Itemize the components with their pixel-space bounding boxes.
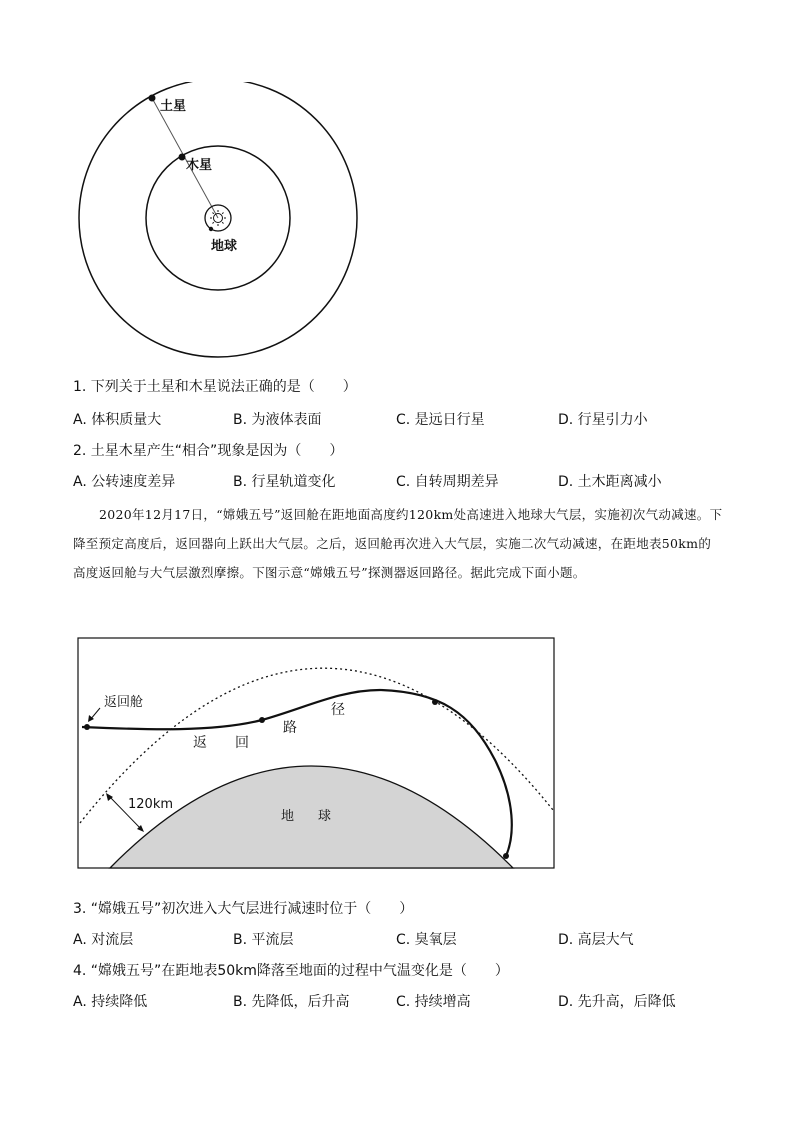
path-point-3: [503, 853, 509, 859]
saturn-dot: [149, 95, 156, 102]
path-char-3: 路: [283, 720, 297, 736]
q1-option-d[interactable]: D. 行星引力小: [558, 412, 648, 428]
earth-dot: [209, 227, 213, 231]
saturn-label: 土星: [160, 99, 187, 114]
capsule-label: 返回舱: [104, 695, 144, 710]
q4-stem: 4. “嫦娥五号”在距地表50km降落至地面的过程中气温变化是（ ）: [73, 963, 509, 979]
earth-label: 地球: [211, 239, 238, 254]
q2-option-c[interactable]: C. 自转周期差异: [396, 474, 499, 490]
reading-passage: [73, 500, 723, 587]
path-char-1: 返: [193, 735, 207, 751]
q2-option-d[interactable]: D. 土木距离减小: [558, 474, 662, 490]
earth-char-2: 球: [318, 809, 332, 824]
passage-text: 2020年12月17日，“嫦娥五号”返回舱在距地面高度约120km处高速进入地球大气层，实施初次气动减速。下降至预定高度后，返回器向上跃出大气层。之后，返回舱再次进入大气层，实施二次气动减速，在距地表50km的高度返回舱与大气层激烈摩擦。下图示意“嫦娥五号”探测器返回路径。据此完成下面小题。: [73, 507, 723, 580]
earth-char-1: 地: [281, 809, 295, 824]
path-point-2: [432, 699, 438, 705]
q3-option-c[interactable]: C. 臭氧层: [396, 932, 457, 948]
q4-option-b[interactable]: B. 先降低，后升高: [233, 994, 350, 1010]
q3-option-d[interactable]: D. 高层大气: [558, 932, 634, 948]
q2-option-b[interactable]: B. 行星轨道变化: [233, 474, 336, 490]
saturn-orbit: [79, 82, 357, 357]
path-char-2: 回: [235, 735, 249, 751]
q4-option-d[interactable]: D. 先升高，后降低: [558, 994, 676, 1010]
q3-option-b[interactable]: B. 平流层: [233, 932, 294, 948]
q2-stem: 2. 土星木星产生“相合”现象是因为（ ）: [73, 443, 344, 459]
q1-option-c[interactable]: C. 是远日行星: [396, 412, 485, 428]
jupiter-dot: [179, 154, 186, 161]
q4-option-c[interactable]: C. 持续增高: [396, 994, 471, 1010]
q3-option-a[interactable]: A. 对流层: [73, 932, 134, 948]
planet-conjunction-diagram: [58, 82, 368, 372]
capsule-dot: [84, 724, 90, 730]
altitude-label: 120km: [128, 797, 174, 812]
q1-option-b[interactable]: B. 为液体表面: [233, 412, 322, 428]
path-point-1: [259, 717, 265, 723]
q3-stem: 3. “嫦娥五号”初次进入大气层进行减速时位于（ ）: [73, 901, 414, 917]
q4-option-a[interactable]: A. 持续降低: [73, 994, 148, 1010]
q2-option-a[interactable]: A. 公转速度差异: [73, 474, 176, 490]
return-path-diagram: [74, 634, 558, 872]
jupiter-label: 木星: [186, 158, 213, 173]
path-char-4: 径: [331, 702, 345, 718]
q1-stem: 1. 下列关于土星和木星说法正确的是（ ）: [73, 379, 357, 395]
q1-option-a[interactable]: A. 体积质量大: [73, 412, 162, 428]
